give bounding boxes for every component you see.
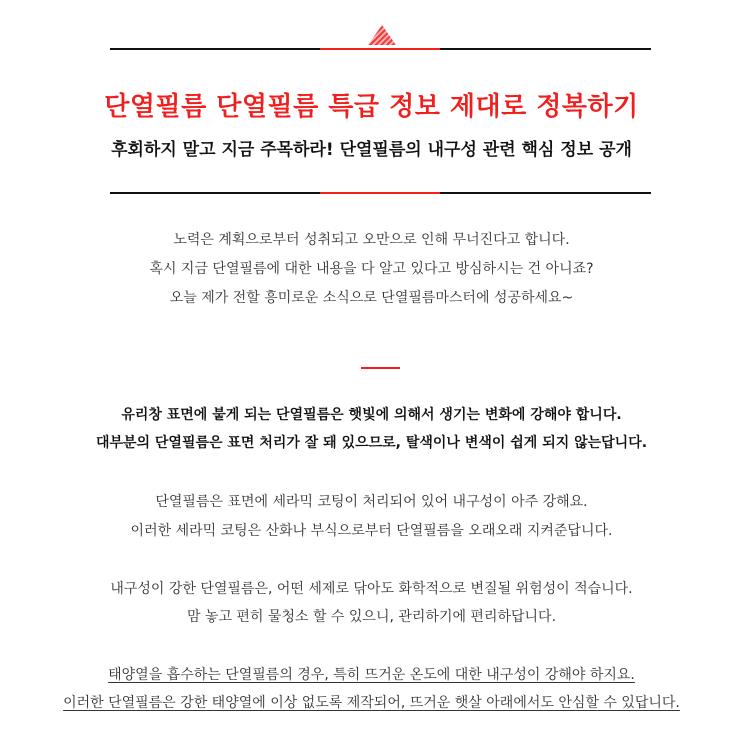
page-subtitle: 후회하지 말고 지금 주목하라! 단열필름의 내구성 관련 핵심 정보 공개: [111, 140, 632, 160]
paragraph-line: 내구성이 강한 단열필름은, 어떤 세제로 닦아도 화학적으로 변질될 위험성이 적습니다.: [110, 581, 633, 597]
highlight-line: 대부분의 단열필름은 표면 처리가 잘 돼 있으므로, 탈색이나 변색이 쉽게 되지 않는답니다.: [95, 435, 648, 451]
intro-line: 혹시 지금 단열필름에 대한 내용을 다 알고 있다고 방심하시는 건 아니죠?: [149, 261, 594, 277]
underlined-line: 이러한 단열필름은 강한 태양열에 이상 없도록 제작되어, 뜨거운 햇살 아래에서도 안심할 수 있답니다.: [63, 695, 680, 711]
divider-accent: [320, 192, 440, 194]
highlight-line: 유리창 표면에 붙게 되는 단열필름은 햇빛에 의해서 생기는 변화에 강해야 합니다.: [121, 407, 622, 423]
section-dash: [361, 367, 400, 369]
bottom-divider: [110, 192, 651, 194]
paragraph-line: 단열필름은 표면에 세라믹 코팅이 처리되어 있어 내구성이 아주 강해요.: [155, 494, 588, 510]
page-title: 단열필름 단열필름 특급 정보 제대로 정복하기: [104, 92, 639, 122]
paragraph-line: 맘 놓고 편히 물청소 할 수 있으니, 관리하기에 편리하답니다.: [186, 609, 557, 625]
intro-line: 노력은 계획으로부터 성취되고 오만으로 인해 무너진다고 합니다.: [173, 232, 570, 248]
paragraph-line: 이러한 세라믹 코팅은 산화나 부식으로부터 단열필름을 오래오래 지켜준답니다.: [130, 523, 613, 539]
top-divider: [110, 48, 651, 50]
intro-line: 오늘 제가 전할 흥미로운 소식으로 단열필름마스터에 성공하세요~: [169, 290, 574, 306]
triangle-icon: [367, 24, 397, 46]
divider-accent: [320, 48, 440, 50]
underlined-line: 태양열을 흡수하는 단열필름의 경우, 특히 뜨거운 온도에 대한 내구성이 강해야 하지요.: [108, 667, 635, 683]
